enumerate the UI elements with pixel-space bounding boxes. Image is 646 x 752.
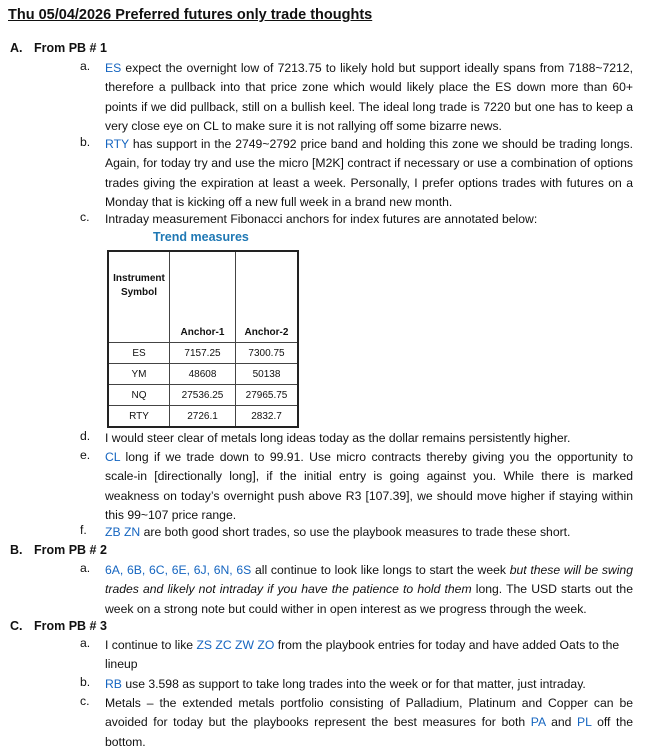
list-marker: a. [80,636,91,650]
symbol-currencies: 6A, 6B, 6C, 6E, 6J, 6N, 6S [105,563,252,577]
header-line-2: Symbol [120,287,158,298]
cell-symbol: ES [108,343,170,364]
cell-anchor-2: 7300.75 [236,343,299,364]
section-letter: A. [10,41,23,55]
cell-symbol: NQ [108,385,170,406]
list-item-c-c [80,694,633,752]
list-marker: b. [80,675,91,689]
item-text: and [545,715,578,730]
list-marker: c. [80,694,90,708]
item-text: long if we trade down to 99.91. Use micro contracts thereby giving you the opportunity to scale-in [directionally long], if the initial entry is going against you. While there is marked weakness on today’s overnight push above R3 [107.39], we should move higher if staying within this 99~107 price range. [105,450,633,522]
header-line-1: Instrument [113,273,165,284]
item-text: expect the overnight low of 7213.75 to likely hold but support ideally spans from 7188~7212, therefore a pullback into that price zone which would likely place the ES down more than 60+ points if we did pullback, still on a bullish keel. The ideal long trade is 7220 but one has to keep a very close eye on CL to make sure it is not rallying off some bizarre news. [105,61,633,133]
list-item-a-a [80,59,633,136]
item-text: from the playbook entries for today and have added Oats to the lineup [105,638,620,672]
list-marker: d. [80,429,91,443]
section-name: From PB # 2 [34,543,107,557]
section-c-heading [10,619,107,633]
table-row [108,385,298,406]
header-anchor-2: Anchor-2 [236,251,299,343]
section-letter: C. [10,619,23,633]
list-marker: f. [80,523,87,537]
item-text: I continue to like [105,638,197,652]
symbol-pa: PA [530,715,546,730]
list-marker: a. [80,561,91,575]
cell-anchor-2: 2832.7 [236,406,299,428]
list-marker: a. [80,59,91,73]
section-letter: B. [10,543,23,557]
cell-anchor-2: 27965.75 [236,385,299,406]
item-text: long. The USD starts out the week on a strong note but could wither in open interest as we progress through the week. [105,582,633,616]
section-name: From PB # 1 [34,41,107,55]
list-item-b-a [80,561,633,619]
list-marker: e. [80,448,91,462]
cell-anchor-2: 50138 [236,364,299,385]
symbol-pl: PL [577,715,592,730]
item-text: use 3.598 as support to take long trades into the week or for that matter, just intraday. [121,677,586,691]
table-title: Trend measures [153,230,249,244]
item-text: Intraday measurement Fibonacci anchors for index futures are annotated below: [105,212,538,226]
list-item-a-d [80,429,633,448]
cell-symbol: RTY [108,406,170,428]
section-a-heading [10,41,107,55]
list-marker: b. [80,135,91,149]
symbol-rb: RB [105,677,122,691]
list-item-a-e [80,448,633,525]
section-name: From PB # 3 [34,619,107,633]
item-text: has support in the 2749~2792 price band and holding this zone we should be trading longs. Again, for today try and use the micro [M2K] contract if necessary or use a combination of options trades giving the expiration at least a week. Personally, I prefer options trades with futures on a Monday that is kicking off a new full week in a brand new month. [105,137,633,209]
list-item-a-b [80,135,633,212]
item-text-italic: but these will be swing trades and likely not intraday if you have the patience to hold them [105,563,633,597]
header-instrument [108,251,170,343]
header-anchor-1: Anchor-1 [170,251,236,343]
list-item-c-a [80,636,633,675]
cell-anchor-1: 27536.25 [170,385,236,406]
item-text: I would steer clear of metals long ideas today as the dollar remains persistently higher. [105,431,571,445]
item-text: off the bottom. [105,715,633,749]
cell-anchor-1: 7157.25 [170,343,236,364]
cell-anchor-1: 48608 [170,364,236,385]
table-row [108,343,298,364]
list-marker: c. [80,210,90,224]
cell-symbol: YM [108,364,170,385]
list-item-a-f [80,523,633,542]
symbol-grains: ZS ZC ZW ZO [196,638,275,652]
symbol-cl: CL [105,450,121,464]
list-item-a-c [80,210,633,229]
page-title: Thu 05/04/2026 Preferred futures only trade thoughts [8,7,373,23]
cell-anchor-1: 2726.1 [170,406,236,428]
table-row [108,364,298,385]
table-row [108,406,298,428]
symbol-es: ES [105,61,122,75]
table-header-row [108,251,298,343]
item-text: all continue to look like longs to start the week [251,563,510,577]
item-text: Metals – the extended metals portfolio consisting of Palladium, Platinum and Copper can be avoided for today but the playbooks represent the best measures for both [105,696,633,730]
section-b-heading [10,543,107,557]
symbol-zb-zn: ZB ZN [105,525,141,539]
fibonacci-anchors-table [107,250,299,428]
symbol-rty: RTY [105,137,129,151]
item-text: are both good short trades, so use the playbook measures to trade these short. [140,525,571,539]
list-item-c-b [80,675,633,694]
